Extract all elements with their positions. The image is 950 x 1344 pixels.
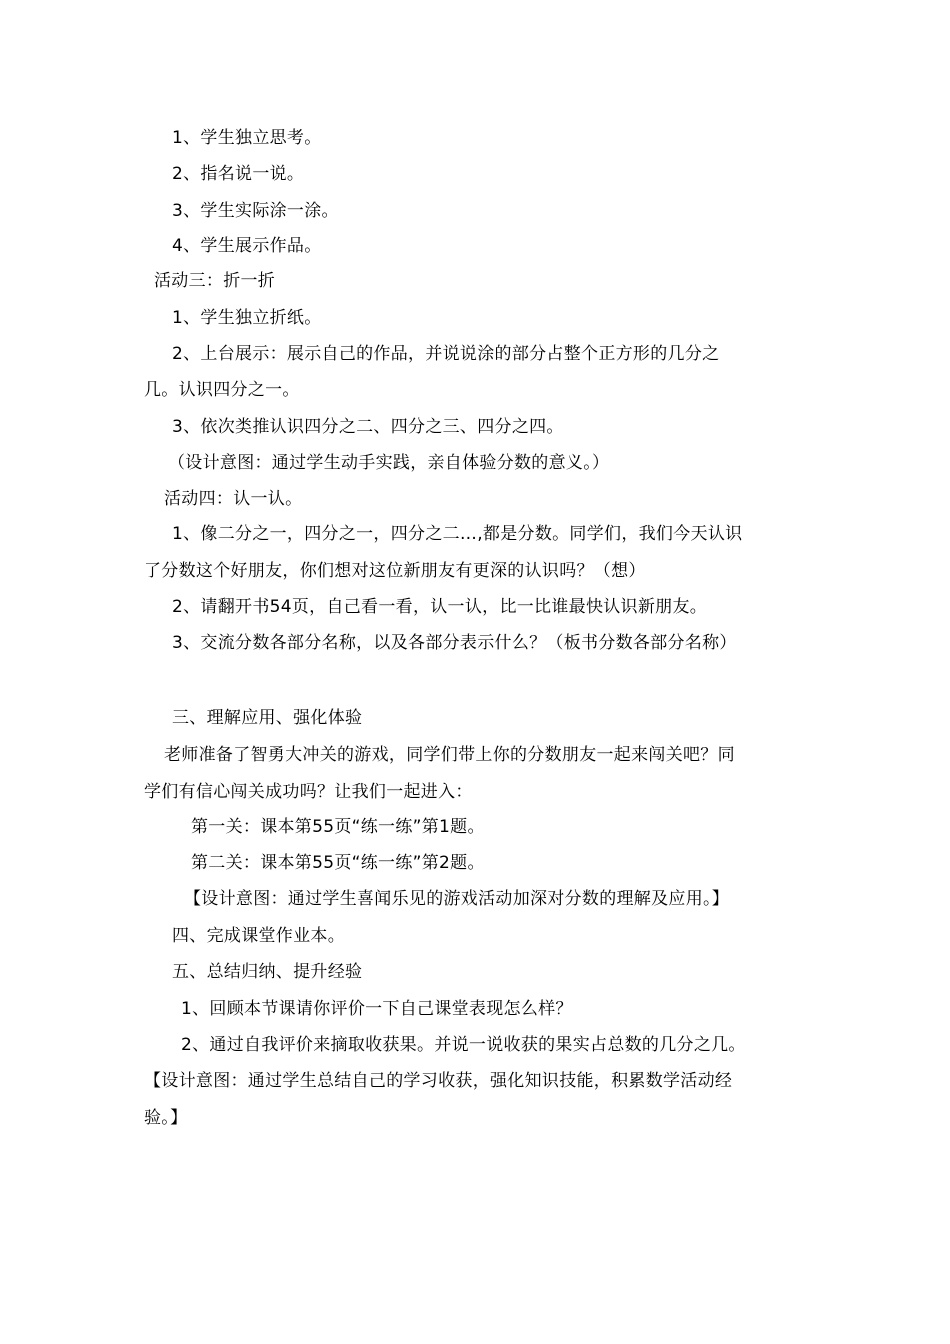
section-four-heading: 四、完成课堂作业本。: [172, 926, 345, 946]
design-note-3-cont: 验。】: [144, 1108, 188, 1128]
step-fractions: 1、像二分之一，四分之一，四分之二…,都是分数。同学们，我们今天认识: [172, 524, 743, 544]
design-note-3: 【设计意图：通过学生总结自己的学习收获，强化知识技能，积累数学活动经: [144, 1071, 733, 1091]
step-present-text: 2、上台展示：展示自己的作品，并说说涂的部分占整个正方形的几分之: [172, 344, 720, 364]
step-open-book: 2、请翻开书54页，自己看一看，认一认，比一比谁最快认识新朋友。: [172, 597, 708, 617]
game-intro-cont: 学们有信心闯关成功吗？让我们一起进入：: [144, 782, 473, 802]
step-show: 4、学生展示作品。: [172, 236, 322, 256]
design-note-2: 【设计意图：通过学生喜闻乐见的游戏活动加深对分数的理解及应用。】: [184, 889, 730, 909]
step-fractions-cont: 了分数这个好朋友，你们想对这位新朋友有更深的认识吗？（想）: [144, 561, 646, 581]
level-two: 第二关：课本第55页“练一练”第2题。: [191, 853, 485, 873]
step-review: 1、回顾本节课请你评价一下自己课堂表现怎么样？: [181, 999, 573, 1019]
section-five-heading: 五、总结归纳、提升经验: [172, 962, 363, 982]
step-say: 2、指名说一说。: [172, 164, 305, 184]
step-fold: 1、学生独立折纸。: [172, 308, 322, 328]
step-paint: 3、学生实际涂一涂。: [172, 201, 339, 221]
step-present: [172, 343, 806, 365]
step-present-cont: 几。认识四分之一。: [144, 380, 300, 400]
design-note-1: （设计意图：通过学生动手实践，亲自体验分数的意义。）: [168, 453, 610, 473]
step-analogy: 3、依次类推认识四分之二、四分之三、四分之四。: [172, 417, 564, 437]
step-self-evaluate: 2、通过自我评价来摘取收获果。并说一说收获的果实占总数的几分之几。: [181, 1035, 746, 1055]
game-intro: 老师准备了智勇大冲关的游戏，同学们带上你的分数朋友一起来闯关吧？同: [164, 745, 735, 765]
activity-three-heading: 活动三：折一折: [154, 271, 276, 291]
step-exchange: 3、交流分数各部分名称，以及各部分表示什么？（板书分数各部分名称）: [172, 633, 737, 653]
activity-four-heading: 活动四：认一认。: [164, 489, 303, 509]
level-one: 第一关：课本第55页“练一练”第1题。: [191, 817, 485, 837]
step-think: 1、学生独立思考。: [172, 128, 322, 148]
section-three-heading: 三、理解应用、强化体验: [172, 708, 363, 728]
